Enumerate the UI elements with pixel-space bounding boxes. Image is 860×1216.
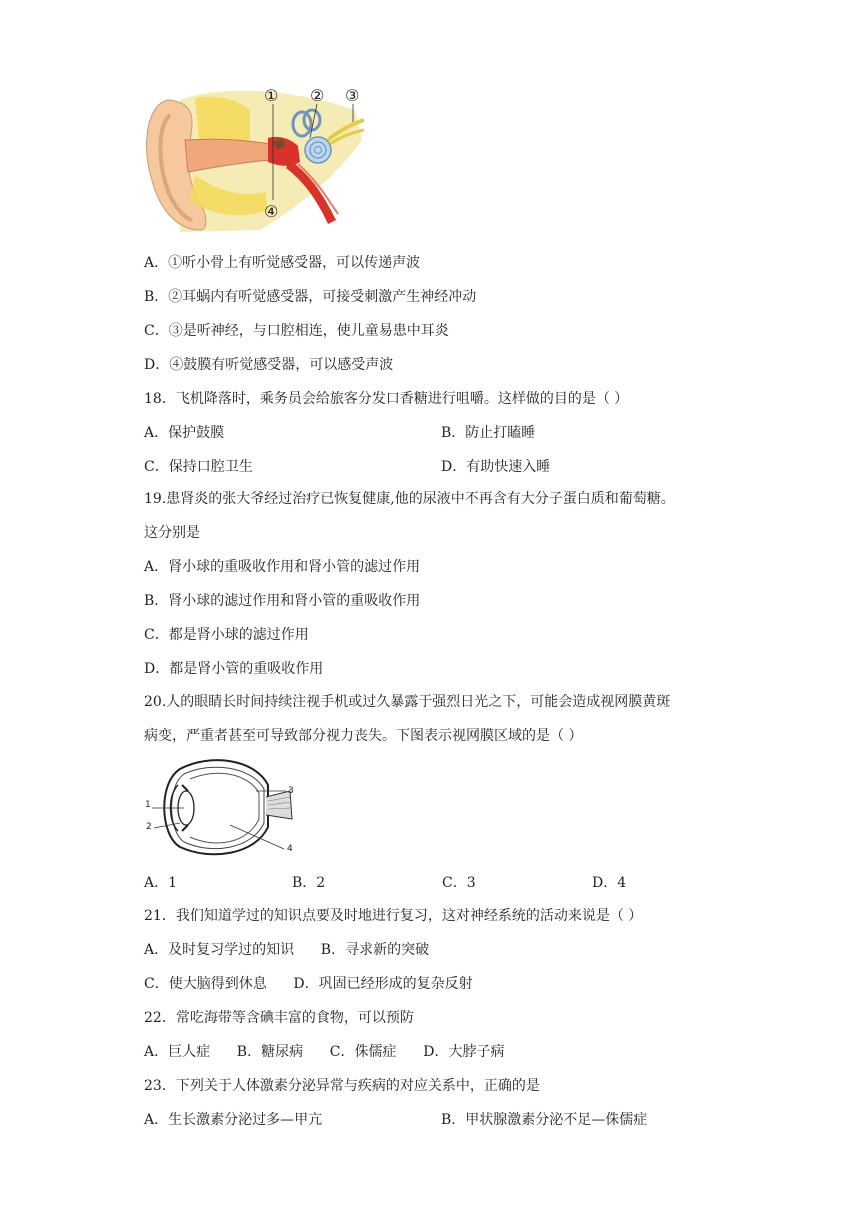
- eye-diagram: [140, 755, 300, 863]
- q22-options: A．巨人症 B．糖尿病 C．侏儒症 D．大脖子病: [144, 1044, 505, 1060]
- ear-label-2: ②: [310, 86, 325, 105]
- q20-option-d: D．4: [592, 875, 627, 891]
- q19-stem-line2: 这分别是: [144, 525, 200, 541]
- q22-stem: 22．常吃海带等含碘丰富的食物，可以预防: [144, 1010, 414, 1026]
- q21-options-line1: A．及时复习学过的知识 B．寻求新的突破: [144, 942, 430, 958]
- q20-stem-line1: 20.人的眼睛长时间持续注视手机或过久暴露于强烈日光之下，可能会造成视网膜黄斑: [144, 694, 671, 710]
- q17-option-b: B．②耳蜗内有听觉感受器，可接受刺激产生神经冲动: [144, 289, 477, 305]
- q20-option-b: B．2: [292, 875, 326, 891]
- q19-option-a: A．肾小球的重吸收作用和肾小管的滤过作用: [144, 559, 421, 575]
- q18-option-a: A．保护鼓膜: [144, 425, 225, 441]
- q17-option-c: C．③是听神经，与口腔相连，使儿童易患中耳炎: [144, 323, 449, 339]
- eye-label-2: 2: [146, 822, 152, 832]
- ear-diagram: [140, 80, 370, 235]
- eye-label-3: 3: [288, 786, 294, 796]
- q18-option-b: B．防止打瞌睡: [441, 425, 536, 441]
- q18-option-d: D．有助快速入睡: [441, 459, 551, 475]
- eye-label-4: 4: [287, 844, 293, 854]
- q17-option-d: D．④鼓膜有听觉感受器，可以感受声波: [144, 357, 394, 373]
- q20-option-a: A．1: [144, 875, 178, 891]
- ear-label-3: ③: [345, 86, 360, 105]
- q23-stem: 23．下列关于人体激素分泌异常与疾病的对应关系中，正确的是: [144, 1078, 540, 1094]
- ear-label-1: ①: [264, 86, 279, 105]
- q19-option-c: C．都是肾小球的滤过作用: [144, 627, 309, 643]
- q18-stem: 18．飞机降落时，乘务员会给旅客分发口香糖进行咀嚼。这样做的目的是（ ）: [144, 391, 629, 407]
- q20-option-c: C．3: [442, 875, 476, 891]
- eye-label-1: 1: [145, 800, 151, 810]
- ear-label-4: ④: [264, 202, 279, 221]
- q19-option-b: B．肾小球的滤过作用和肾小管的重吸收作用: [144, 593, 421, 609]
- q21-stem: 21．我们知道学过的知识点要及时地进行复习，这对神经系统的活动来说是（ ）: [144, 908, 643, 924]
- q18-option-c: C．保持口腔卫生: [144, 459, 253, 475]
- q17-option-a: A．①听小骨上有听觉感受器，可以传递声波: [144, 255, 421, 271]
- q19-option-d: D．都是肾小管的重吸收作用: [144, 661, 324, 677]
- q23-option-a: A．生长激素分泌过多—甲亢: [144, 1112, 323, 1128]
- q19-stem-line1: 19.患肾炎的张大爷经过治疗已恢复健康,他的尿液中不再含有大分子蛋白质和葡萄糖。: [144, 491, 675, 507]
- q20-stem-line2: 病变，严重者甚至可导致部分视力丧失。下图表示视网膜区域的是（ ）: [144, 728, 583, 744]
- q21-options-line2: C．使大脑得到休息 D．巩固已经形成的复杂反射: [144, 976, 473, 992]
- q23-option-b: B．甲状腺激素分泌不足—侏儒症: [441, 1112, 648, 1128]
